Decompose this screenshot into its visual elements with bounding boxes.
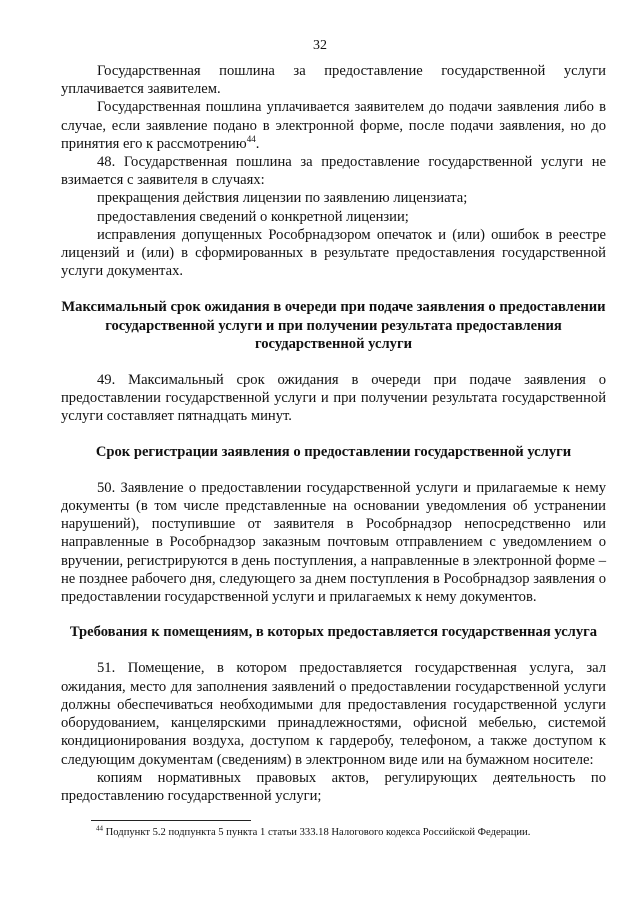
paragraph-48: 48. Государственная пошлина за предоставление государственной услуги не взимается с заявителя в случаях: [61, 154, 606, 189]
paragraph-49: 49. Максимальный срок ожидания в очереди при подаче заявления о предоставлении государственной услуги и при получении результата государственной услуги составляет пятнадцать минут. [61, 372, 606, 425]
page-content [61, 62, 606, 805]
paragraph-50: 50. Заявление о предоставлении государственной услуги и прилагаемые к нему документы (в том числе представленные на основании уведомления об устранении нарушений), поступившие от заявителя в Рособрнадзор непосредственно или направленные в Рособрнадзор заказным почтовым отправлением с уведомлением о вручении, регистрируются в день поступления, а направленные в электронной форме – не позднее рабочего дня, следующего за днем поступления в Рособрнадзор заявления о предоставлении государственной услуги и прилагаемых к нему документов. [61, 479, 606, 606]
footnote-reference[interactable]: 44 [246, 133, 256, 144]
footnote-divider [91, 820, 251, 821]
footnote-number: 44 [96, 824, 103, 833]
section-heading-premises: Требования к помещениям, в которых предоставляется государственная услуга [69, 624, 598, 641]
list-item-termination: прекращения действия лицензии по заявлению лицензиата; [97, 190, 468, 207]
section-heading-registration: Срок регистрации заявления о предоставлении государственной услуги [95, 443, 572, 460]
section-heading-queue-time: Максимальный срок ожидания в очереди при подаче заявления о предоставлении государственной услуги и при получении результата предоставления государственной услуги [61, 299, 606, 352]
page-number: 32 [313, 38, 327, 53]
paragraph-fee-timing-text: Государственная пошлина уплачивается заявителем до подачи заявления либо в случае, если заявление подано в электронной форме, после подачи заявления, но до принятия его к рассмотрению [61, 99, 606, 152]
paragraph-51: 51. Помещение, в котором предоставляется государственная услуга, зал ожидания, место для заполнения заявлений о предоставлении государственной услуги должны обеспечиваться необходимыми для предоставления государственной услуги оборудованием, канцелярскими принадлежностями, офисной мебелью, системой кондиционирования воздуха, доступом к гардеробу, телефоном, а также доступом к следующим документам (сведениям) в электронном виде или на бумажном носителе: [61, 660, 606, 768]
paragraph-fee-paid: Государственная пошлина за предоставление государственной услуги уплачивается заявителем. [61, 63, 606, 98]
list-item-legal-acts: копиям нормативных правовых актов, регулирующих деятельность по предоставлению государственной услуги; [61, 769, 606, 804]
footnote-text: Подпункт 5.2 подпункта 5 пункта 1 статьи 333.18 Налогового кодекса Российской Федерации. [105, 827, 531, 838]
footnote [96, 826, 596, 839]
list-item-corrections: исправления допущенных Рособрнадзором опечаток и (или) ошибок в реестре лицензий и (или) в сформированных в результате предоставления государственной услуги документах. [61, 226, 606, 280]
list-item-license-info: предоставления сведений о конкретной лицензии; [97, 208, 409, 225]
paragraph-fee-timing: Государственная пошлина уплачивается заявителем до подачи заявления либо в случае, если заявление подано в электронной форме, после подачи заявления, но до принятия его к рассмотрению$^{44}$. [61, 99, 606, 152]
